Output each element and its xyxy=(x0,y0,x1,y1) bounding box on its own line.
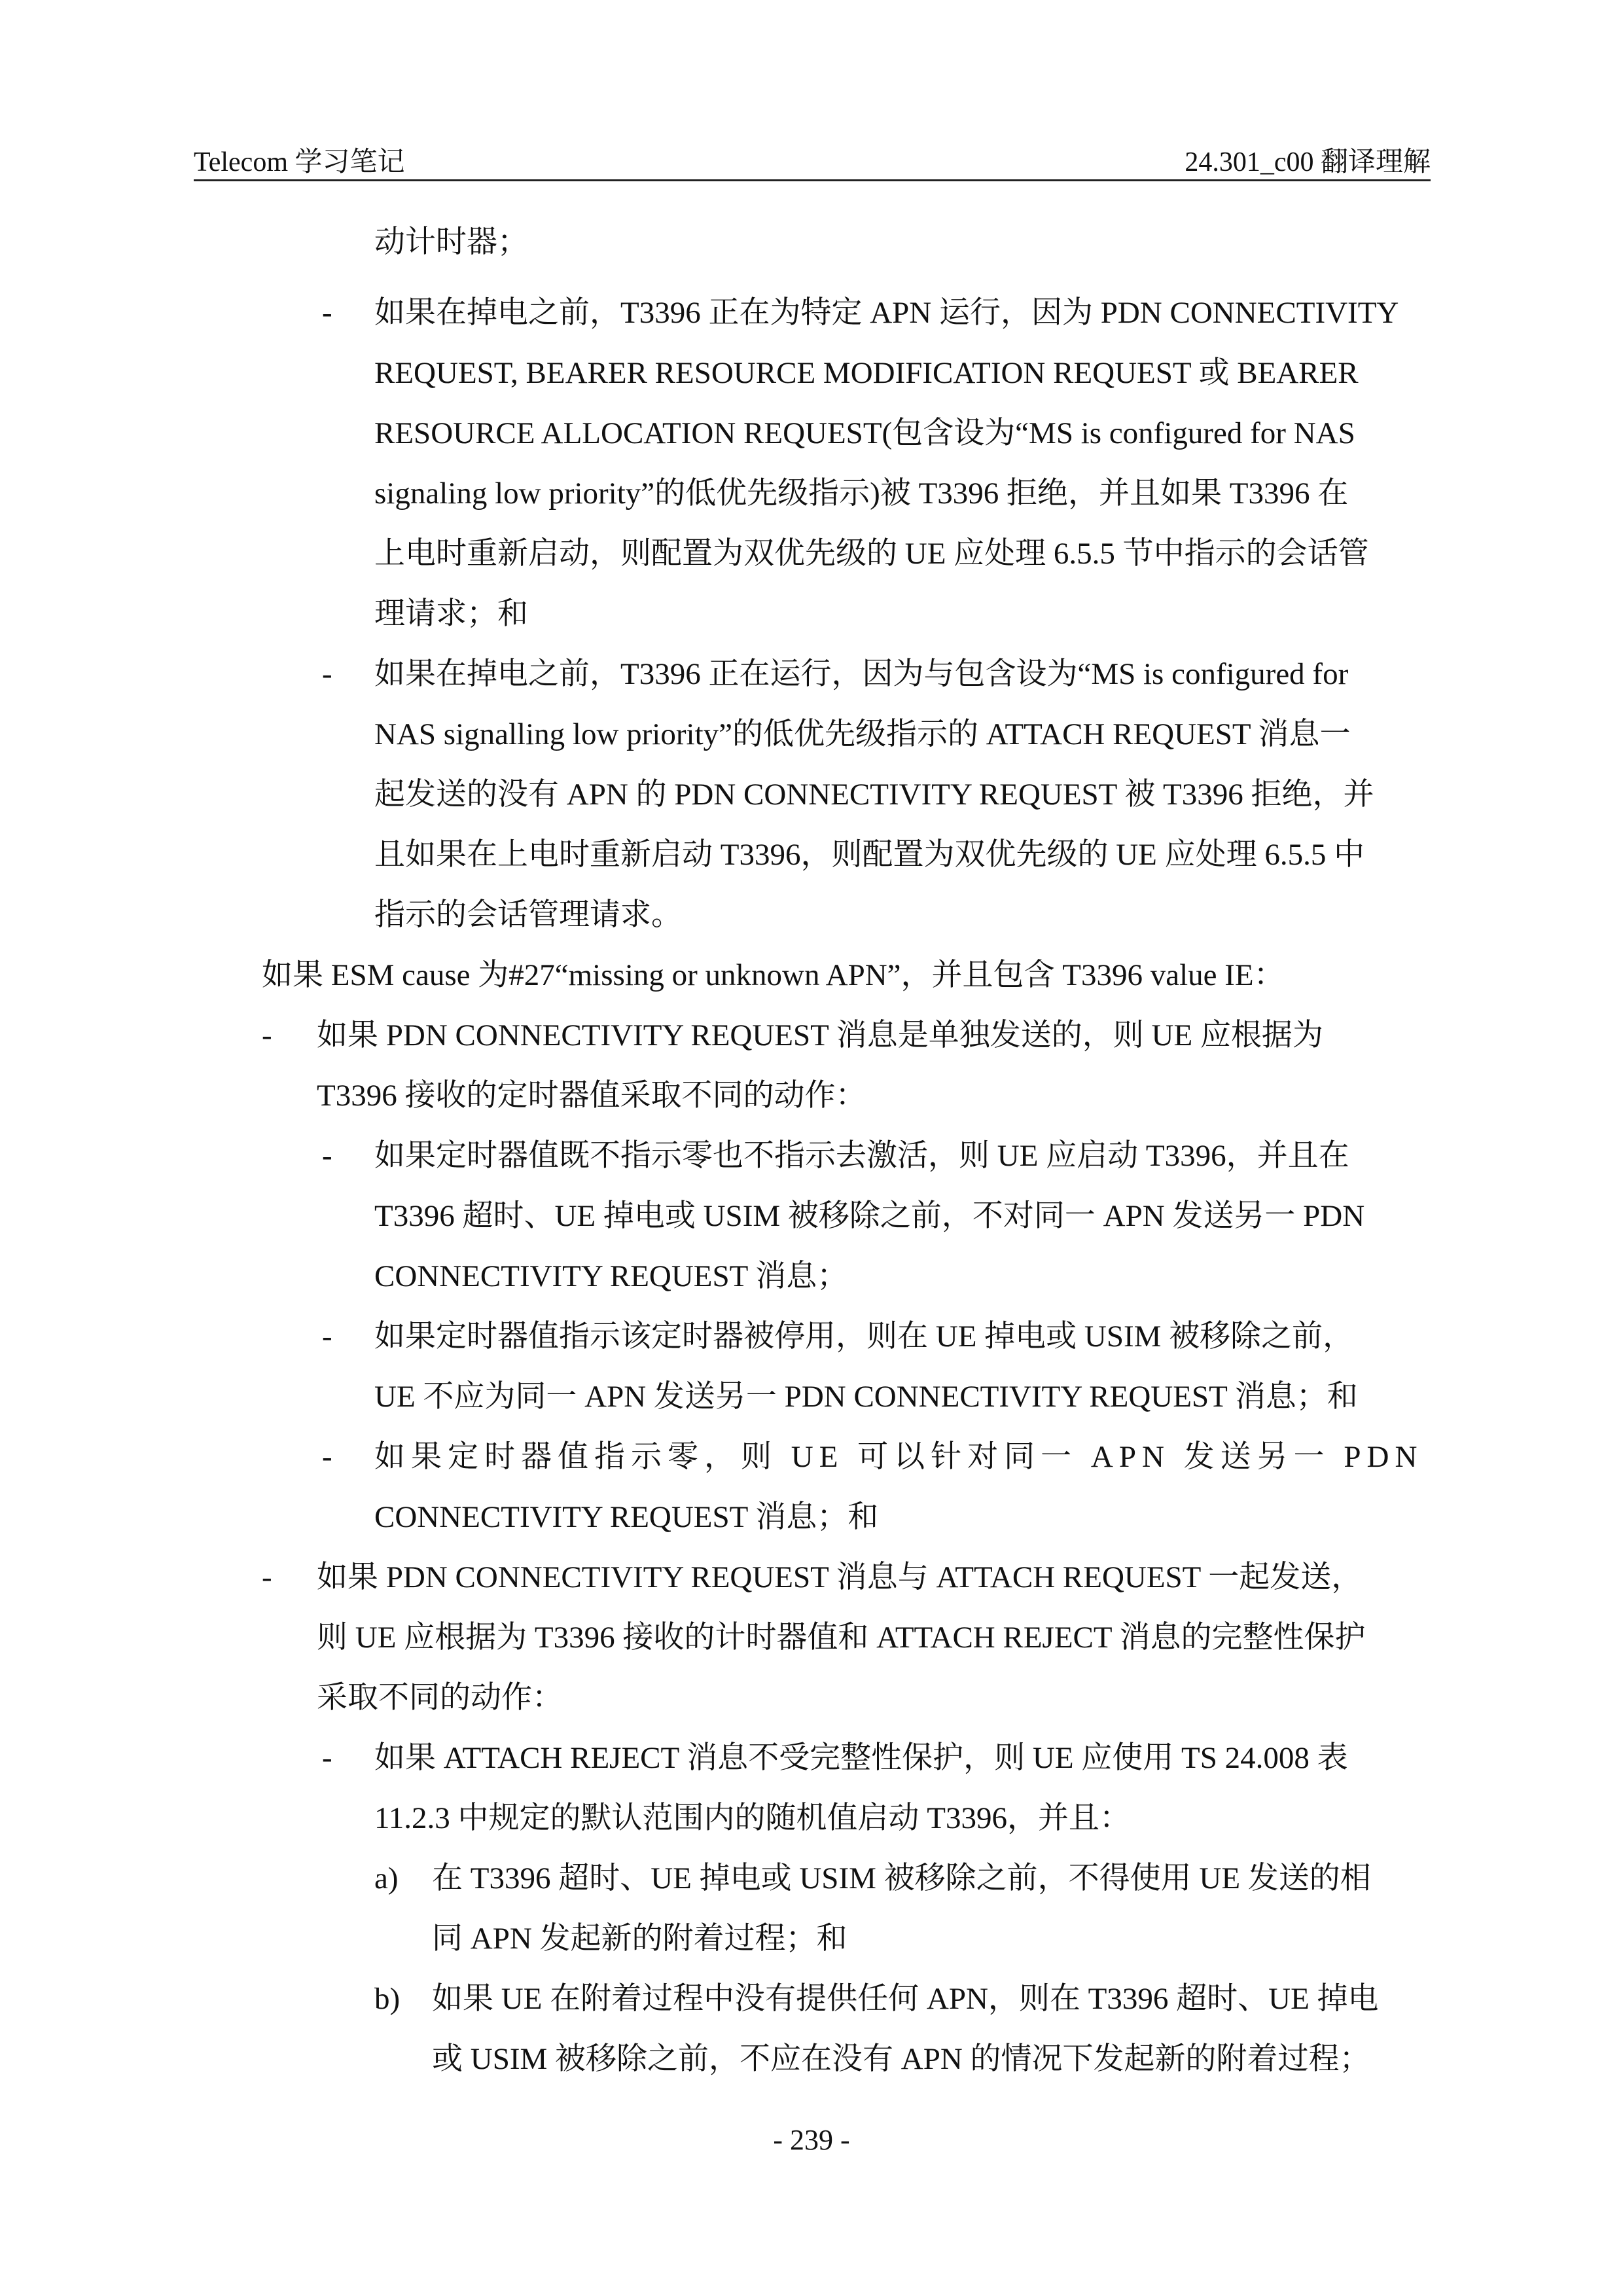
text-line: T3396 超时、UE 掉电或 USIM 被移除之前，不对同一 APN 发送另一 PDN xyxy=(374,1199,1365,1233)
text-line: 如果 ESM cause 为#27“missing or unknown APN”，并且包含 T3396 value IE： xyxy=(262,958,1285,992)
text-line: 且如果在上电时重新启动 T3396，则配置为双优先级的 UE 应处理 6.5.5 中 xyxy=(374,838,1365,872)
text-line: signaling low priority”的低优先级指示)被 T3396 拒绝，并且如果 T3396 在 xyxy=(374,476,1349,511)
text-line: 同 APN 发起新的附着过程；和 xyxy=(432,1922,847,1956)
text-line: 理请求；和 xyxy=(374,597,528,631)
header-title-left: Telecom 学习笔记 xyxy=(194,147,405,177)
list-marker: - xyxy=(322,1139,332,1173)
list-marker: - xyxy=(262,1018,272,1052)
page-number: - 239 - xyxy=(773,2124,850,2156)
text-line xyxy=(374,1437,1431,1477)
list-marker: - xyxy=(322,296,332,330)
text-line: 如果在掉电之前，T3396 正在为特定 APN 运行，因为 PDN CONNECTIVITY xyxy=(374,296,1399,330)
text-line: 起发送的没有 APN 的 PDN CONNECTIVITY REQUEST 被 T3396 拒绝，并 xyxy=(374,778,1374,812)
text-line: 如果定时器值指示该定时器被停用，则在 UE 掉电或 USIM 被移除之前， xyxy=(374,1319,1354,1354)
list-marker: - xyxy=(322,1741,332,1775)
list-marker: - xyxy=(322,1319,332,1354)
list-marker-b: b) xyxy=(374,1982,401,2016)
text-line: 则 UE 应根据为 T3396 接收的计时器值和 ATTACH REJECT 消息的完整性保护 xyxy=(317,1621,1366,1655)
text-line: 上电时重新启动，则配置为双优先级的 UE 应处理 6.5.5 节中指示的会话管 xyxy=(374,537,1369,571)
list-marker: - xyxy=(322,1440,332,1474)
text-line: 如果定时器值既不指示零也不指示去激活，则 UE 应启动 T3396，并且在 xyxy=(374,1139,1349,1173)
text-line: CONNECTIVITY REQUEST 消息； xyxy=(374,1259,848,1293)
text-line: 在 T3396 超时、UE 掉电或 USIM 被移除之前，不得使用 UE 发送的相 xyxy=(432,1861,1371,1895)
text-line: 如果 ATTACH REJECT 消息不受完整性保护，则 UE 应使用 TS 24.008 表 xyxy=(374,1741,1348,1775)
text-line: 如果 UE 在附着过程中没有提供任何 APN，则在 T3396 超时、UE 掉电 xyxy=(432,1982,1379,2016)
text-line: 如果在掉电之前，T3396 正在运行，因为与包含设为“MS is configured for xyxy=(374,657,1349,691)
text-line: 采取不同的动作： xyxy=(317,1681,563,1715)
text-line: 11.2.3 中规定的默认范围内的随机值启动 T3396，并且： xyxy=(374,1801,1130,1835)
header-title-right: 24.301_c00 翻译理解 xyxy=(1185,147,1431,177)
text-line: 指示的会话管理请求。 xyxy=(374,898,682,932)
text-line: RESOURCE ALLOCATION REQUEST(包含设为“MS is configured for NAS xyxy=(374,416,1355,450)
text-line: 动计时器； xyxy=(374,225,528,259)
text-line: 或 USIM 被移除之前，不应在没有 APN 的情况下发起新的附着过程； xyxy=(432,2042,1370,2076)
list-marker: - xyxy=(262,1560,272,1594)
text-line: T3396 接收的定时器值采取不同的动作： xyxy=(317,1079,866,1113)
list-marker: - xyxy=(322,657,332,691)
text-line: CONNECTIVITY REQUEST 消息；和 xyxy=(374,1500,879,1534)
text-line: NAS signalling low priority”的低优先级指示的 ATTACH REQUEST 消息一 xyxy=(374,717,1351,751)
text-line: UE 不应为同一 APN 发送另一 PDN CONNECTIVITY REQUEST 消息；和 xyxy=(374,1380,1358,1414)
text-line-justified: 如果定时器值指示零，则 UE 可以针对同一 APN 发送另一 PDN xyxy=(374,1440,1423,1474)
text-line: 如果 PDN CONNECTIVITY REQUEST 消息是单独发送的，则 UE 应根据为 xyxy=(317,1018,1323,1052)
text-line: REQUEST, BEARER RESOURCE MODIFICATION REQUEST 或 BEARER xyxy=(374,356,1359,390)
list-marker-a: a) xyxy=(374,1861,399,1895)
text-line: 如果 PDN CONNECTIVITY REQUEST 消息与 ATTACH REQUEST 一起发送， xyxy=(317,1560,1363,1594)
